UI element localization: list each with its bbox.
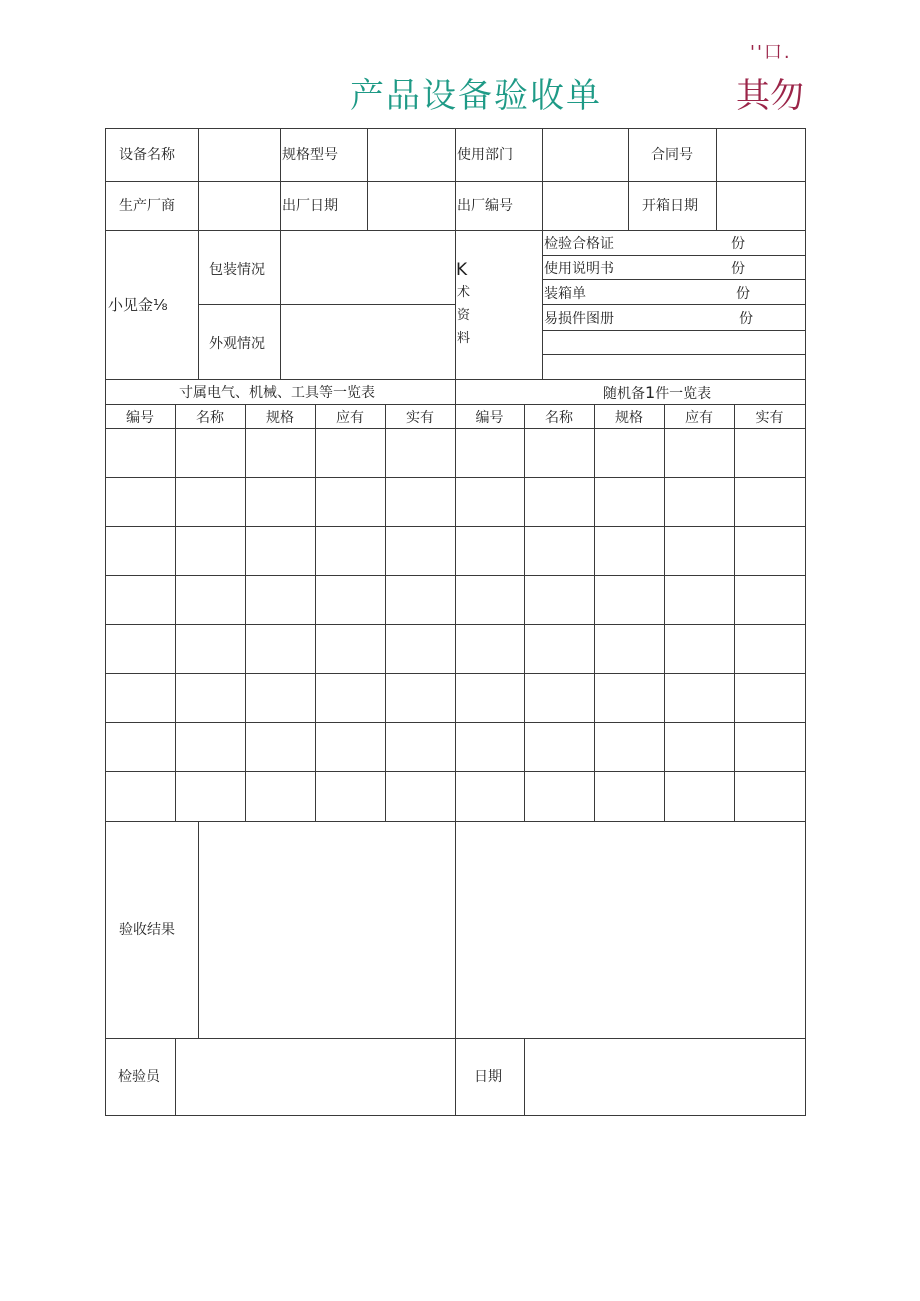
col-header-name: 名称 <box>196 410 224 426</box>
col-line <box>315 404 316 821</box>
label-inspection-section: 小见金⅛ <box>108 296 168 314</box>
acceptance-form-table <box>105 128 806 1116</box>
col-line <box>198 128 199 230</box>
col-line <box>542 128 543 230</box>
col-header-expected-2: 应有 <box>685 410 713 426</box>
col-line <box>716 128 717 230</box>
col-line <box>734 404 735 821</box>
col-line <box>594 404 595 821</box>
right-list-title-a: 随机备 <box>603 386 645 402</box>
doc-line <box>542 330 806 331</box>
col-header-name-2: 名称 <box>545 410 573 426</box>
row-line <box>198 304 455 305</box>
tech-label-zi: 资 <box>457 308 471 323</box>
label-contract-no: 合同号 <box>651 147 693 163</box>
doc-name: 使用说明书 <box>544 261 614 277</box>
right-list-title <box>603 385 711 402</box>
doc-unit: 份 <box>736 286 750 302</box>
label-model: 规格型号 <box>282 147 338 163</box>
right-list-title-b: 件一览表 <box>655 386 712 402</box>
label-manufacturer: 生产厂商 <box>119 198 175 214</box>
col-header-expected: 应有 <box>336 410 364 426</box>
col-line <box>198 230 199 379</box>
col-header-no: 编号 <box>126 410 154 426</box>
label-packaging: 包装情况 <box>209 262 265 278</box>
doc-name: 检验合格证 <box>544 236 614 252</box>
col-line <box>367 128 368 230</box>
doc-unit: 份 <box>731 261 745 277</box>
col-line <box>280 230 281 379</box>
col-line <box>542 230 543 379</box>
doc-line <box>542 255 806 256</box>
col-line <box>524 1038 525 1115</box>
col-line <box>628 128 629 230</box>
border-bottom <box>105 1115 806 1116</box>
label-appearance: 外观情况 <box>209 336 265 352</box>
col-line <box>455 230 456 404</box>
tech-label-k: K <box>456 260 468 280</box>
label-factory-date: 出厂日期 <box>282 198 338 214</box>
label-unpack-date: 开箱日期 <box>642 198 698 214</box>
border-left <box>105 128 106 1116</box>
doc-unit: 份 <box>731 236 745 252</box>
doc-line <box>542 354 806 355</box>
label-device-name: 设备名称 <box>119 147 175 163</box>
doc-name: 装箱单 <box>544 286 586 302</box>
page-title: 产品设备验收单 <box>350 76 602 116</box>
corner-mark: ''口. <box>750 42 792 63</box>
title-right-stamp: 其勿 <box>736 76 804 116</box>
right-list-title-num: 1 <box>645 383 656 402</box>
col-line <box>664 404 665 821</box>
col-line <box>245 404 246 821</box>
col-header-no-2: 编号 <box>475 410 504 426</box>
col-line <box>175 1038 176 1115</box>
label-department: 使用部门 <box>457 147 513 163</box>
col-line <box>198 821 199 1038</box>
doc-name: 易损件图册 <box>544 311 614 327</box>
col-header-actual-2: 实有 <box>755 410 784 426</box>
border-right <box>805 128 806 1116</box>
label-factory-no: 出厂编号 <box>457 198 513 214</box>
col-header-spec-2: 规格 <box>615 410 643 426</box>
col-header-actual: 实有 <box>406 410 434 426</box>
tech-label-liao: 料 <box>457 331 471 346</box>
col-line <box>280 128 281 230</box>
left-list-title: 寸属电气、机械、工具等一览表 <box>179 385 375 401</box>
col-line <box>385 404 386 821</box>
doc-line <box>542 279 806 280</box>
doc-unit: 份 <box>739 311 753 327</box>
col-line <box>455 128 456 230</box>
col-line <box>455 404 456 1115</box>
col-header-spec: 规格 <box>266 410 294 426</box>
label-date: 日期 <box>474 1069 502 1085</box>
label-inspector: 检验员 <box>118 1069 160 1085</box>
doc-line <box>542 304 806 305</box>
col-line <box>175 404 176 821</box>
label-result: 验收结果 <box>119 922 175 938</box>
col-line <box>524 404 525 821</box>
tech-label-shu: 术 <box>457 285 471 300</box>
